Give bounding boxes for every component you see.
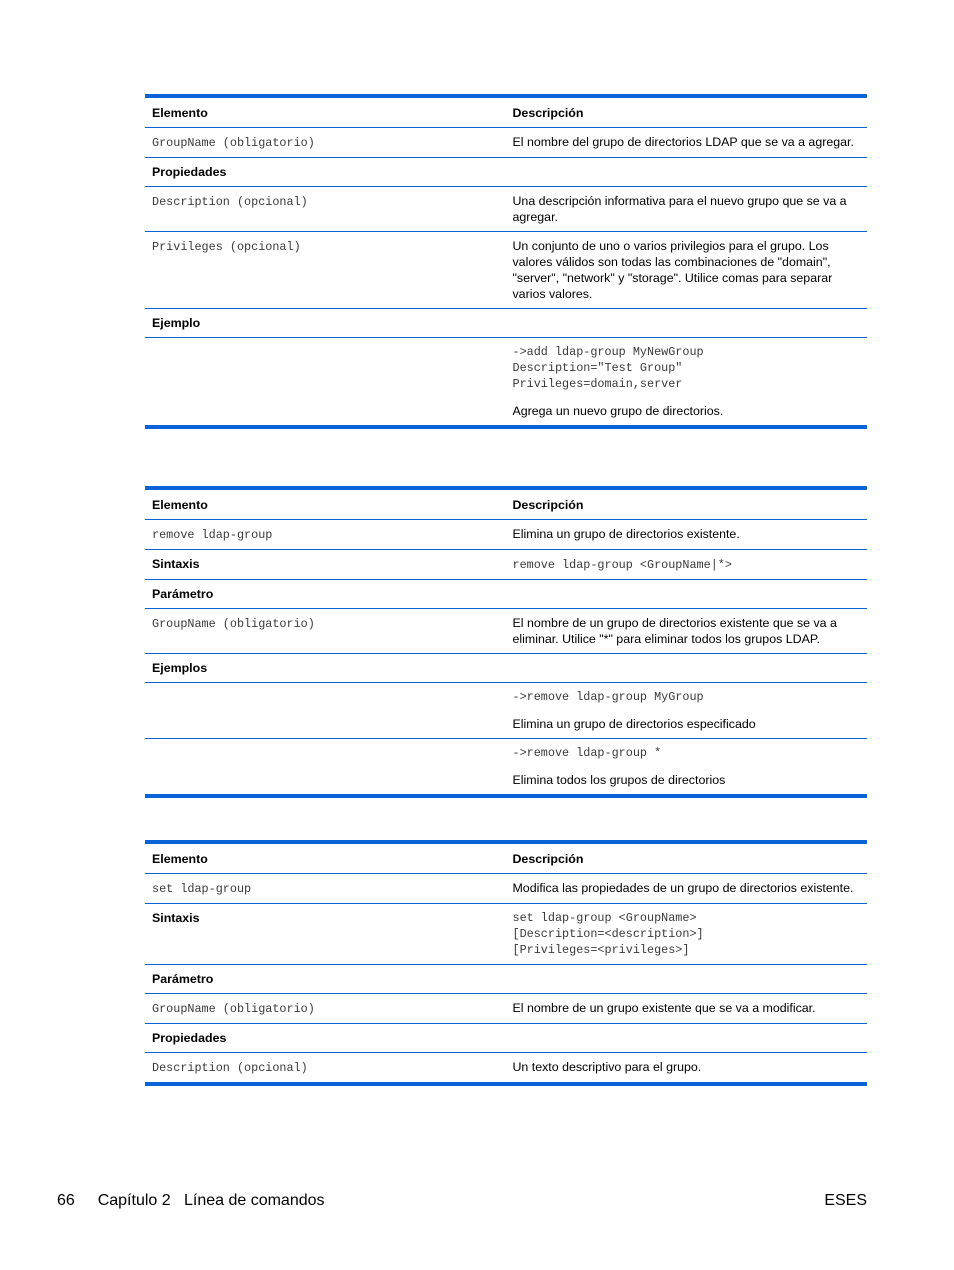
sintaxis-cell — [505, 904, 867, 965]
remove-ldap-group-table — [145, 486, 867, 798]
header-elemento: Elemento — [145, 842, 505, 874]
description-param-description: Una descripción informativa para el nuevo grupo que se va a agregar. — [505, 187, 867, 232]
description-param: Description (opcional) — [152, 195, 308, 209]
section-row — [145, 654, 867, 683]
table-header-row — [145, 842, 867, 874]
example-description: Elimina un grupo de directorios especificado — [512, 717, 756, 731]
sintaxis-value: remove ldap-group <GroupName|*> — [512, 558, 732, 572]
chapter-title: Capítulo 2 Línea de comandos — [97, 1192, 325, 1209]
table-row — [145, 128, 867, 158]
section-ejemplo: Ejemplo — [145, 309, 505, 338]
groupname-param: GroupName (obligatorio) — [152, 1002, 315, 1016]
sintaxis-label: Sintaxis — [145, 550, 505, 580]
table-row — [145, 187, 867, 232]
table-header-row — [145, 488, 867, 520]
table-header-row — [145, 96, 867, 128]
header-descripcion: Descripción — [505, 842, 867, 874]
example-cell — [505, 739, 867, 797]
table-row — [145, 520, 867, 550]
table-row — [145, 1053, 867, 1085]
header-elemento: Elemento — [145, 488, 505, 520]
add-ldap-group-table — [145, 94, 867, 429]
section-parametro: Parámetro — [145, 580, 505, 609]
example-description: Agrega un nuevo grupo de directorios. — [512, 404, 724, 418]
privileges-param: Privileges (opcional) — [152, 240, 301, 254]
section-row — [145, 580, 867, 609]
table-row — [145, 338, 867, 428]
table-row — [145, 550, 867, 580]
example-cell — [505, 683, 867, 739]
page-number: 66 — [57, 1192, 75, 1209]
sintaxis-line: [Privileges=<privileges>] — [512, 943, 690, 957]
groupname-description: El nombre del grupo de directorios LDAP que se va a agregar. — [505, 128, 867, 158]
example-code-line: ->add ldap-group MyNewGroup — [512, 345, 704, 359]
table-row — [145, 904, 867, 965]
example-code-line: Description="Test Group" — [512, 361, 683, 375]
table-row — [145, 874, 867, 904]
description-param: Description (opcional) — [152, 1061, 308, 1075]
groupname-param: GroupName (obligatorio) — [152, 617, 315, 631]
example-code-line: Privileges=domain,server — [512, 377, 683, 391]
sintaxis-label: Sintaxis — [145, 904, 505, 965]
example-code-line: ->remove ldap-group MyGroup — [512, 690, 704, 704]
section-row — [145, 965, 867, 994]
groupname-description: El nombre de un grupo de directorios existente que se va a eliminar. Utilice "*" para eliminar todos los grupos LDAP. — [505, 609, 867, 654]
page-footer-locale: ESES — [824, 1192, 867, 1209]
table-row — [145, 683, 867, 739]
section-propiedades: Propiedades — [145, 1024, 505, 1053]
groupname-description: El nombre de un grupo existente que se va a modificar. — [505, 994, 867, 1024]
table-row — [145, 994, 867, 1024]
header-elemento: Elemento — [145, 96, 505, 128]
table-row — [145, 232, 867, 309]
command-description: Modifica las propiedades de un grupo de directorios existente. — [505, 874, 867, 904]
example-cell — [505, 338, 867, 428]
command-name: remove ldap-group — [152, 528, 273, 542]
section-row — [145, 309, 867, 338]
description-param-description: Un texto descriptivo para el grupo. — [505, 1053, 867, 1085]
section-parametro: Parámetro — [145, 965, 505, 994]
privileges-param-description: Un conjunto de uno o varios privilegios para el grupo. Los valores válidos son todas las combinaciones de "domain", "server", "network" y "storage". Utilice comas para separar varios valores. — [505, 232, 867, 309]
section-row — [145, 158, 867, 187]
section-row — [145, 1024, 867, 1053]
section-ejemplos: Ejemplos — [145, 654, 505, 683]
table-row — [145, 609, 867, 654]
command-description: Elimina un grupo de directorios existente. — [505, 520, 867, 550]
table-row — [145, 739, 867, 797]
header-descripcion: Descripción — [505, 488, 867, 520]
set-ldap-group-table — [145, 840, 867, 1086]
sintaxis-line: [Description=<description>] — [512, 927, 704, 941]
command-name: set ldap-group — [152, 882, 252, 896]
groupname-param: GroupName (obligatorio) — [152, 136, 315, 150]
header-descripcion: Descripción — [505, 96, 867, 128]
sintaxis-line: set ldap-group <GroupName> — [512, 911, 697, 925]
example-code-line: ->remove ldap-group * — [512, 746, 662, 760]
section-propiedades: Propiedades — [145, 158, 505, 187]
example-description: Elimina todos los grupos de directorios — [512, 773, 726, 787]
page-footer-left — [57, 1191, 325, 1211]
